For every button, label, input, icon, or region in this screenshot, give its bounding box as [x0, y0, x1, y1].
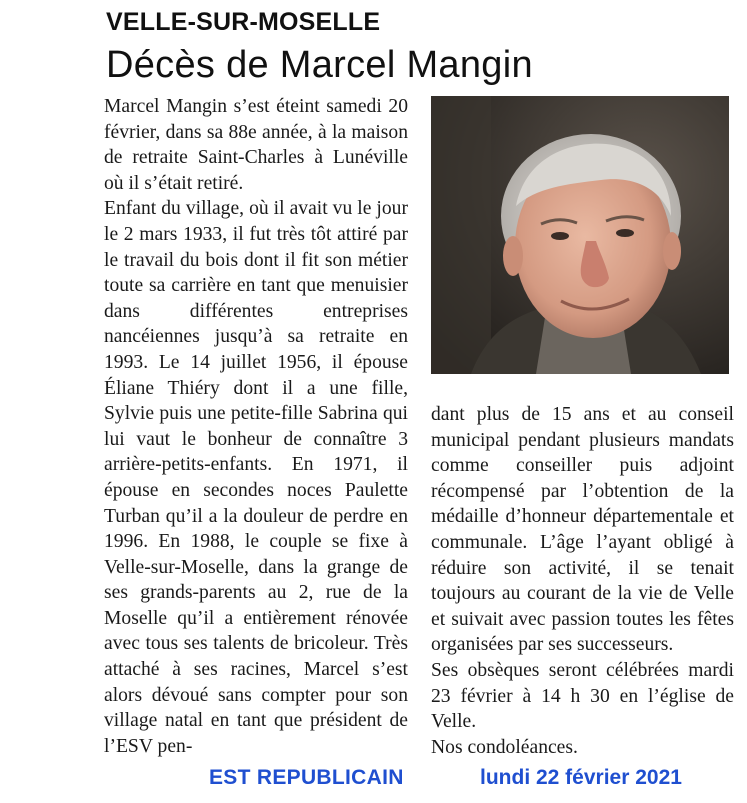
paragraph: dant plus de 15 ans et au conseil municipal pendant plusieurs mandats comme conseiller puis adjoint récompensé par l’obtention de la médaille d’honneur départementale et communale. L’âge l’ayant obligé à réduire son activité, il se tenait toujours au courant de la vie de Velle et suivait avec passion toutes les fêtes organisées par ses successeurs.	[431, 404, 734, 656]
publication-date: lundi 22 février 2021	[480, 766, 682, 789]
article-kicker: VELLE-SUR-MOSELLE	[106, 8, 381, 36]
paragraph: Enfant du village, où il avait vu le jour le 2 mars 1933, il fut très tôt attiré par le travail du bois dont il fit son métier toute sa carrière en tant que menuisier dans différentes entreprises nancéiennes jusqu’à sa retraite en 1993. Le 14 juillet 1956, il épouse Éliane Thiéry dont il a une fille, Sylvie puis une petite-fille Sabrina qui lui vaut le bonheur de connaître 3 arrière-petits-enfants. En 1971, il épouse en secondes noces Paulette Turban qu’il a la douleur de perdre en 1996. En 1988, le couple se fixe à Velle-sur-Moselle, dans la grange de ses grands-parents au 2, rue de la Moselle qu’il a entièrement rénovée avec tous ses talents de bricoleur. Très attaché à ses racines, Marcel s’est alors dévoué sans compter pour son village natal en tant que président de l’ESV pen-	[104, 198, 408, 757]
article-column-1	[104, 94, 408, 759]
newspaper-source: EST REPUBLICAIN	[209, 766, 404, 789]
article-column-2	[431, 402, 734, 760]
paragraph: Nos condoléances.	[431, 736, 578, 758]
paragraph: Marcel Mangin s’est éteint samedi 20 février, dans sa 88e année, à la maison de retraite Saint-Charles à Lunéville où il s’était retiré.	[104, 96, 408, 194]
paragraph: Ses obsèques seront célébrées mardi 23 février à 14 h 30 en l’église de Velle.	[431, 659, 734, 733]
article-headline: Décès de Marcel Mangin	[106, 44, 533, 86]
portrait-illustration	[431, 96, 729, 374]
portrait-photo	[431, 96, 729, 374]
